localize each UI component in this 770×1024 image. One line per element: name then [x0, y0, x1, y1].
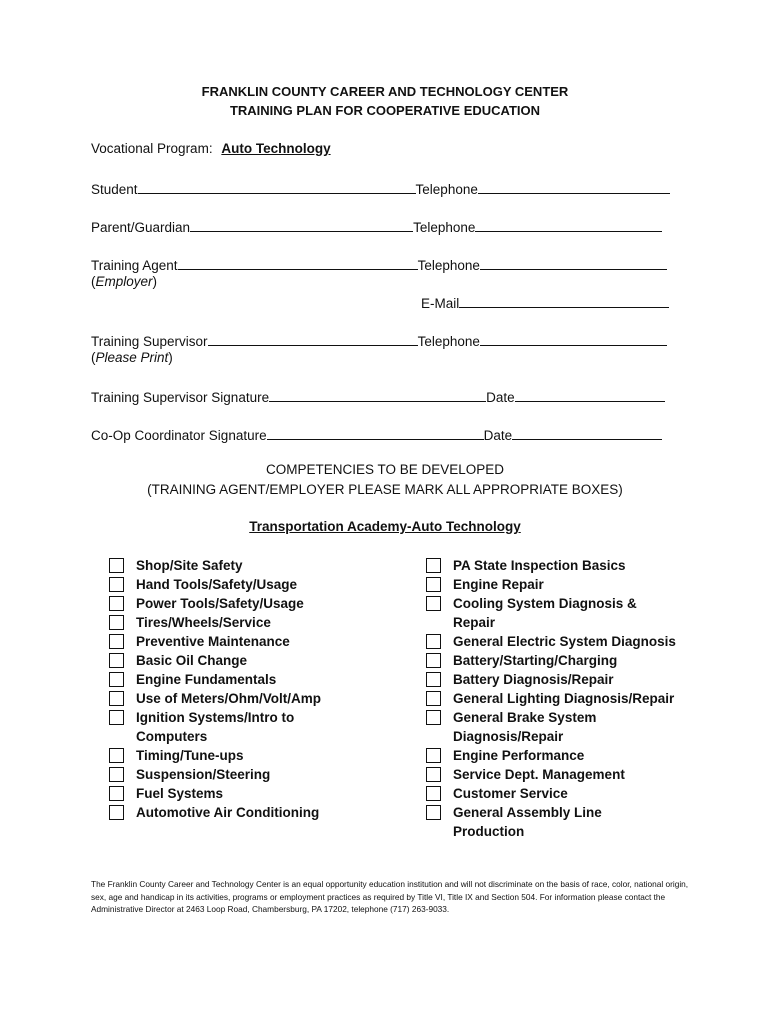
student-label: Student — [91, 182, 138, 197]
competency-label-continued: Production — [453, 824, 525, 839]
checkbox-general-brake-system[interactable] — [426, 710, 441, 725]
student-row — [91, 179, 670, 197]
checkbox-preventive-maintenance[interactable] — [109, 634, 124, 649]
employer-open-paren: ( — [91, 274, 96, 289]
section-title: Transportation Academy-Auto Technology — [249, 519, 521, 534]
supervisor-signature-line[interactable] — [269, 387, 486, 402]
competency-label: Fuel Systems — [136, 786, 224, 801]
supervisor-signature-row — [91, 387, 665, 405]
checkbox-cooling-system[interactable] — [426, 596, 441, 611]
competencies-instruction: (TRAINING AGENT/EMPLOYER PLEASE MARK ALL APPROPRIATE BOXES) — [147, 482, 623, 497]
coop-date-label: Date — [483, 428, 513, 443]
training-agent-telephone-line[interactable] — [480, 255, 667, 270]
coop-date-line[interactable] — [512, 425, 662, 440]
training-supervisor-row — [91, 331, 667, 349]
checkbox-tires-wheels[interactable] — [109, 615, 124, 630]
competency-label-continued: Computers — [136, 729, 208, 744]
checkbox-customer-service[interactable] — [426, 786, 441, 801]
training-agent-telephone-label: Telephone — [417, 258, 480, 273]
training-supervisor-input-line[interactable] — [208, 331, 418, 346]
competency-label: Suspension/Steering — [136, 767, 271, 782]
checkbox-pa-state-inspection[interactable] — [426, 558, 441, 573]
coop-signature-label: Co-Op Coordinator Signature — [91, 428, 267, 443]
competency-label: General Brake System — [453, 710, 597, 725]
checkbox-fuel-systems[interactable] — [109, 786, 124, 801]
checkbox-basic-oil-change[interactable] — [109, 653, 124, 668]
checkbox-hand-tools[interactable] — [109, 577, 124, 592]
competency-label: Shop/Site Safety — [136, 558, 243, 573]
competency-label: Timing/Tune-ups — [136, 748, 244, 763]
checkbox-engine-fundamentals[interactable] — [109, 672, 124, 687]
training-supervisor-telephone-label: Telephone — [417, 334, 480, 349]
email-input-line[interactable] — [459, 293, 669, 308]
competency-label: Automotive Air Conditioning — [136, 805, 320, 820]
training-agent-input-line[interactable] — [178, 255, 418, 270]
parent-input-line[interactable] — [190, 217, 413, 232]
please-print-note — [91, 350, 173, 365]
training-supervisor-label: Training Supervisor — [91, 334, 208, 349]
competency-label: Basic Oil Change — [136, 653, 248, 668]
training-agent-row — [91, 255, 667, 273]
parent-telephone-line[interactable] — [475, 217, 662, 232]
competency-label: General Assembly Line — [453, 805, 602, 820]
competency-label: Preventive Maintenance — [136, 634, 290, 649]
checkbox-use-of-meters[interactable] — [109, 691, 124, 706]
checkbox-timing-tune-ups[interactable] — [109, 748, 124, 763]
checkbox-engine-performance[interactable] — [426, 748, 441, 763]
competency-label: Tires/Wheels/Service — [136, 615, 271, 630]
document-title: FRANKLIN COUNTY CAREER AND TECHNOLOGY CENTER — [201, 84, 569, 99]
checkbox-power-tools[interactable] — [109, 596, 124, 611]
please-print-label: Please Print — [95, 350, 169, 365]
student-telephone-line[interactable] — [478, 179, 670, 194]
competency-label: Battery Diagnosis/Repair — [453, 672, 614, 687]
print-close-paren: ) — [168, 350, 173, 365]
employer-close-paren: ) — [152, 274, 158, 289]
competency-label: Engine Fundamentals — [136, 672, 277, 687]
email-row — [421, 293, 669, 311]
checkbox-general-assembly-line[interactable] — [426, 805, 441, 820]
checkbox-battery-starting-charging[interactable] — [426, 653, 441, 668]
student-telephone-label: Telephone — [415, 182, 478, 197]
competency-label-continued: Diagnosis/Repair — [453, 729, 564, 744]
parent-row — [91, 217, 662, 235]
email-label: E-Mail — [421, 296, 460, 311]
checkbox-ignition-systems[interactable] — [109, 710, 124, 725]
competency-label: Power Tools/Safety/Usage — [136, 596, 304, 611]
competency-label: Use of Meters/Ohm/Volt/Amp — [136, 691, 322, 706]
supervisor-date-label: Date — [486, 390, 515, 405]
competency-label: Hand Tools/Safety/Usage — [136, 577, 298, 592]
vocational-program-label: Vocational Program: — [91, 141, 213, 156]
checkbox-general-lighting[interactable] — [426, 691, 441, 706]
vocational-program — [91, 141, 331, 156]
competency-label-continued: Repair — [453, 615, 496, 630]
training-supervisor-telephone-line[interactable] — [480, 331, 667, 346]
competency-label: Cooling System Diagnosis & — [453, 596, 637, 611]
print-open-paren: ( — [91, 350, 96, 365]
competency-label: Service Dept. Management — [453, 767, 625, 782]
equal-opportunity-statement: The Franklin County Career and Technology Center is an equal opportunity education institution and will not discriminate on the basis of race, color, national origin, sex, age and handicap in its activities, programs or employment practices as required by Title VI, Title IX and Section 504. For information please contact the Administrative Director at 2463 Loop Road, Chambersburg, PA 17202, telephone (717) 263-9033. — [91, 879, 689, 914]
student-input-line[interactable] — [138, 179, 416, 194]
competency-label: Battery/Starting/Charging — [453, 653, 618, 668]
supervisor-date-line[interactable] — [515, 387, 665, 402]
checkbox-battery-diagnosis[interactable] — [426, 672, 441, 687]
vocational-program-value: Auto Technology — [221, 141, 331, 156]
competency-label: General Electric System Diagnosis — [453, 634, 676, 649]
checkbox-shop-site-safety[interactable] — [109, 558, 124, 573]
parent-telephone-label: Telephone — [413, 220, 476, 235]
supervisor-signature-label: Training Supervisor Signature — [91, 390, 270, 405]
competency-label: PA State Inspection Basics — [453, 558, 626, 573]
training-agent-label: Training Agent — [91, 258, 178, 273]
checkbox-suspension-steering[interactable] — [109, 767, 124, 782]
coop-signature-row — [91, 425, 662, 443]
competency-label: General Lighting Diagnosis/Repair — [453, 691, 675, 706]
competency-label: Engine Performance — [453, 748, 585, 763]
parent-label: Parent/Guardian — [91, 220, 191, 235]
competencies-heading: COMPETENCIES TO BE DEVELOPED — [265, 462, 505, 477]
employer-label: Employer — [95, 274, 153, 289]
checkbox-engine-repair[interactable] — [426, 577, 441, 592]
section-title-wrap — [0, 519, 770, 534]
checkbox-general-electric-system[interactable] — [426, 634, 441, 649]
competency-label: Customer Service — [453, 786, 568, 801]
checkbox-automotive-air-conditioning[interactable] — [109, 805, 124, 820]
document-subtitle: TRAINING PLAN FOR COOPERATIVE EDUCATION — [229, 103, 541, 118]
competency-label: Ignition Systems/Intro to — [136, 710, 295, 725]
employer-note — [91, 274, 157, 289]
checkbox-service-dept-management[interactable] — [426, 767, 441, 782]
competency-label: Engine Repair — [453, 577, 544, 592]
coop-signature-line[interactable] — [267, 425, 484, 440]
